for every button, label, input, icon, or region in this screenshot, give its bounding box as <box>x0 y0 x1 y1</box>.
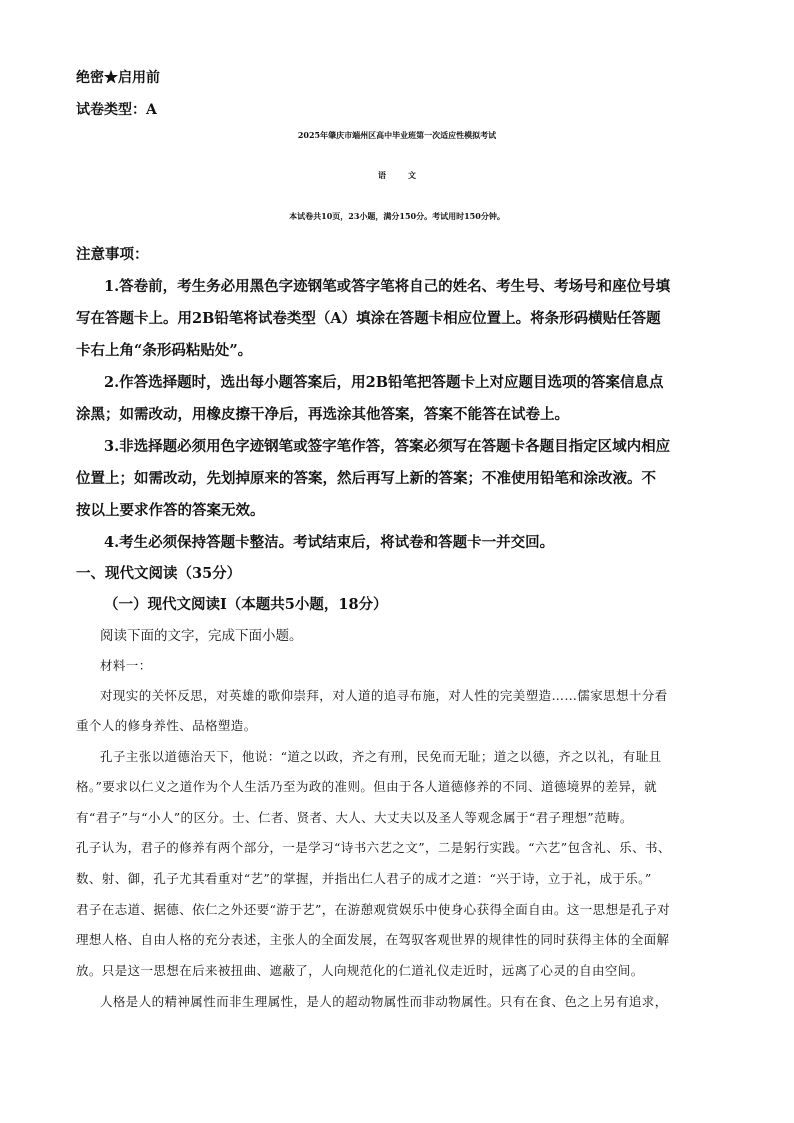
passage-line: 理想人格、自由人格的充分表述，主张人的全面发展，在驾驭客观世界的规律性的同时获得主体的全面解 <box>76 932 670 947</box>
notes-heading: 注意事项： <box>76 246 149 263</box>
note-line: 卡右上角“条形码粘贴处”。 <box>76 342 253 359</box>
paper-type-label: 试卷类型：A <box>76 102 157 118</box>
material-label: 材料一： <box>100 658 152 673</box>
exam-title: 2025年肇庆市端州区高中毕业班第一次适应性模拟考试 <box>297 130 497 140</box>
passage-line: 放。只是这一思想在后来被扭曲、遮蔽了，人向规范化的仁道礼仪走近时，远离了心灵的自由空间。 <box>76 963 644 978</box>
note-line: 2.作答选择题时，选出每小题答案后，用2B铅笔把答题卡上对应题目选项的答案信息点 <box>104 374 664 391</box>
note-line: 1.答卷前，考生务必用黑色字迹钢笔或答字笔将自己的姓名、考生号、考场号和座位号填 <box>104 278 671 295</box>
passage-line: 有“君子”与“小人”的区分。士、仁者、贤者、大人、大丈夫以及圣人等观念属于“君子理想”范畴。 <box>76 810 633 825</box>
note-line: 写在答题卡上。用2B铅笔将试卷类型（A）填涂在答题卡相应位置上。将条形码横贴任答题 <box>76 310 661 327</box>
reading-instruction: 阅读下面的文字，完成下面小题。 <box>100 628 303 644</box>
passage-line: 孔子主张以道德治天下，他说：“道之以政，齐之有刑，民免而无耻；道之以德，齐之以礼，有耻且 <box>100 749 662 764</box>
passage-line: 格。”要求以仁义之道作为个人生活乃至为政的准则。但由于各人道德修养的不同、道德境界的差异，就 <box>76 779 658 794</box>
confidential-label: 绝密★启用前 <box>76 70 160 86</box>
note-line: 4.考生必须保持答题卡整洁。考试结束后，将试卷和答题卡一并交回。 <box>104 534 555 551</box>
note-line: 位置上；如需改动，先划掉原来的答案，然后再写上新的答案；不准使用铅笔和涂改液。不 <box>76 470 656 487</box>
passage-line: 对现实的关怀反思，对英雄的歌仰崇拜，对人道的追寻布施，对人性的完美塑造……儒家思想十分看 <box>100 688 668 703</box>
note-line: 3.非选择题必须用色字迹钢笔或签字笔作答，答案必须写在答题卡各题目指定区域内相应 <box>104 438 671 455</box>
passage-line: 人格是人的精神属性而非生理属性，是人的超动物属性而非动物属性。只有在食、色之上另有追求， <box>100 994 668 1009</box>
passage-line: 君子在志道、据德、依仁之外还要“游于艺”，在游憩观赏娱乐中使身心获得全面自由。这一思想是孔子对 <box>76 902 671 917</box>
passage-line: 孔子认为，君子的修养有两个部分，一是学习“诗书六艺之文”，二是躬行实践。“六艺”包含礼、乐、书、 <box>76 840 671 855</box>
subject-title: 语文 <box>378 170 438 180</box>
subsection-heading: （一）现代文阅读Ⅰ（本题共5小题，18分） <box>104 596 388 613</box>
passage-line: 数、射、御，孔子尤其看重对“艺”的掌握，并指出仁人君子的成才之道：“兴于诗，立于礼，成于乐。” <box>76 871 652 886</box>
exam-info: 本试卷共10页，23小题，满分150分。考试用时150分钟。 <box>289 211 505 221</box>
section-heading: 一、现代文阅读（35分） <box>76 565 242 582</box>
passage-line: 重个人的修身养性、品格塑造。 <box>76 718 257 733</box>
note-line: 按以上要求作答的答案无效。 <box>76 502 265 519</box>
note-line: 涂黑；如需改动，用橡皮擦干净后，再选涂其他答案，答案不能答在试卷上。 <box>76 406 569 423</box>
